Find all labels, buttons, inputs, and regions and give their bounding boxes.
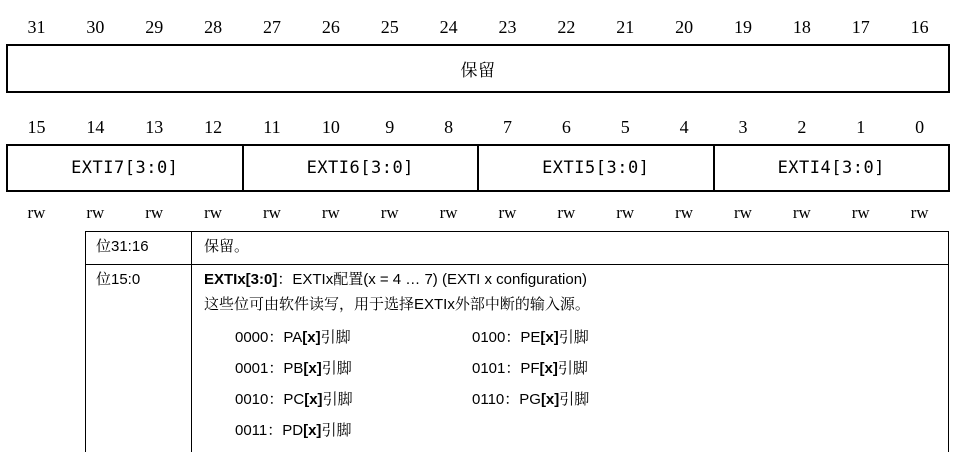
bit-number: 5 — [620, 117, 630, 137]
list-item: 0001：PB[x]引脚 — [235, 360, 352, 377]
bit-number: 15 — [27, 117, 46, 137]
access-type: rw — [851, 203, 870, 222]
access-type: rw — [145, 203, 164, 222]
access-type: rw — [557, 203, 576, 222]
field-exti6: EXTI6[3:0] — [242, 146, 478, 190]
bit-numbers-high — [7, 17, 949, 37]
bit-number: 0 — [915, 117, 925, 137]
list-item: 0011：PD[x]引脚 — [235, 422, 352, 439]
bit-number: 9 — [385, 117, 395, 137]
bit-number: 4 — [679, 117, 689, 137]
bit-numbers-low — [7, 117, 949, 137]
bit-number: 14 — [86, 117, 105, 137]
register-low-half — [6, 144, 950, 192]
access-type: rw — [27, 203, 46, 222]
field-title — [204, 266, 948, 294]
field-name: EXTIx[3:0] — [204, 271, 278, 288]
access-type: rw — [733, 203, 752, 222]
bits-cell — [86, 232, 192, 265]
bit-number: 2 — [797, 117, 807, 137]
bit-number: 3 — [738, 117, 748, 137]
code-list — [235, 322, 948, 446]
access-type: rw — [262, 203, 281, 222]
list-item: 0100：PE[x]引脚 — [472, 329, 589, 346]
bit-number: 20 — [675, 17, 694, 37]
field-exti5: EXTI5[3:0] — [477, 146, 713, 190]
access-type: rw — [498, 203, 517, 222]
bit-number: 27 — [262, 17, 281, 37]
access-type: rw — [439, 203, 458, 222]
access-type: rw — [380, 203, 399, 222]
desc-cell — [192, 232, 949, 265]
access-type: rw — [910, 203, 929, 222]
register-high-half — [6, 44, 950, 93]
bit-number: 1 — [856, 117, 866, 137]
bit-number: 16 — [910, 17, 929, 37]
reserved-field: 保留 — [460, 61, 496, 81]
bit-number: 30 — [86, 17, 105, 37]
bit-number: 22 — [557, 17, 576, 37]
bit-number: 23 — [498, 17, 517, 37]
bit-number: 31 — [27, 17, 46, 37]
bit-number: 18 — [792, 17, 811, 37]
field-exti7: EXTI7[3:0] — [71, 158, 179, 178]
bit-number: 25 — [380, 17, 399, 37]
bit-number: 17 — [851, 17, 870, 37]
access-type: rw — [675, 203, 694, 222]
access-type: rw — [321, 203, 340, 222]
bit-number: 7 — [502, 117, 512, 137]
access-row — [7, 203, 949, 223]
bit-number: 29 — [145, 17, 164, 37]
desc-cell — [192, 265, 949, 453]
list-item: 0110：PG[x]引脚 — [472, 391, 590, 408]
bit-number: 24 — [439, 17, 458, 37]
bit-number: 28 — [204, 17, 223, 37]
access-type: rw — [616, 203, 635, 222]
table-row — [86, 232, 949, 265]
bit-number: 12 — [204, 117, 223, 137]
reserved-desc: 保留。 — [204, 238, 250, 255]
bit-number: 19 — [733, 17, 752, 37]
field-exti4: EXTI4[3:0] — [713, 146, 949, 190]
bit-number: 8 — [444, 117, 454, 137]
bits-cell — [86, 265, 192, 453]
access-type: rw — [86, 203, 105, 222]
list-item: 0010：PC[x]引脚 — [235, 391, 353, 408]
table-row — [86, 265, 949, 453]
field-summary: 这些位可由软件读写，用于选择EXTIx外部中断的输入源。 — [204, 296, 590, 313]
access-type: rw — [204, 203, 223, 222]
bit-number: 21 — [616, 17, 635, 37]
bit-number: 13 — [145, 117, 164, 137]
bit-description-table — [85, 231, 949, 452]
bit-number: 26 — [321, 17, 340, 37]
access-type: rw — [792, 203, 811, 222]
bit-number: 10 — [321, 117, 340, 137]
list-item: 0000：PA[x]引脚 — [235, 329, 351, 346]
bit-number: 6 — [561, 117, 571, 137]
field-title-rest: ：EXTIx配置(x = 4 … 7) (EXTI x configuration) — [277, 271, 588, 288]
bits-label: 位15:0 — [96, 271, 141, 288]
bit-number: 11 — [263, 117, 281, 137]
list-item: 0101：PF[x]引脚 — [472, 360, 588, 377]
bits-label: 位31:16 — [96, 238, 149, 255]
